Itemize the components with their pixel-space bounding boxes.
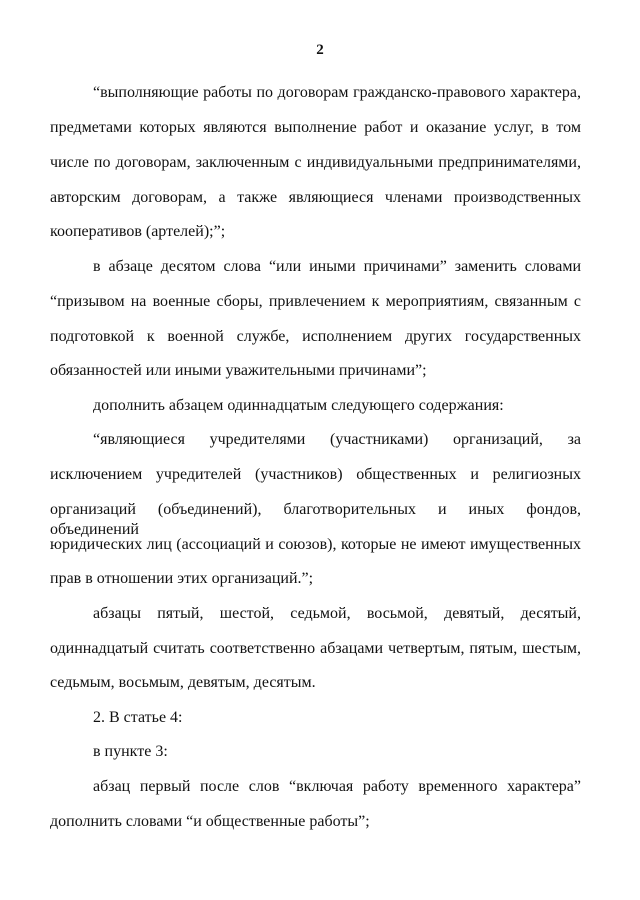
- text-line: 2. В статье 4:: [93, 709, 183, 726]
- page-number: 2: [316, 42, 324, 58]
- text-line: предметами которых являются выполнение работ и оказание услуг, в том: [50, 119, 581, 136]
- text-line: “являющиеся учредителями (участниками) организаций, за: [93, 431, 581, 448]
- text-line: авторским договорам, а также являющиеся членами производственных: [50, 189, 581, 206]
- text-line: исключением учредителей (участников) общественных и религиозных: [50, 466, 581, 483]
- text-line: “призывом на военные сборы, привлечением к мероприятиям, связанным с: [50, 293, 581, 310]
- text-line: одиннадцатый считать соответственно абзацами четвертым, пятым, шестым,: [50, 640, 581, 657]
- text-line: обязанностей или иными уважительными причинами”;: [50, 362, 427, 379]
- text-line: числе по договорам, заключенным с индивидуальными предпринимателями,: [50, 154, 581, 171]
- text-line: дополнить словами “и общественные работы”;: [50, 813, 370, 830]
- text-line: дополнить абзацем одиннадцатым следующего содержания:: [93, 397, 504, 414]
- text-line: в пункте 3:: [93, 743, 168, 760]
- text-line: прав в отношении этих организаций.”;: [50, 570, 314, 587]
- text-line: в абзаце десятом слова “или иными причинами” заменить словами: [93, 258, 581, 275]
- text-line: седьмым, восьмым, девятым, десятым.: [50, 674, 316, 691]
- text-line: “выполняющие работы по договорам гражданско-правового характера,: [93, 84, 581, 101]
- text-line: абзац первый после слов “включая работу временного характера”: [93, 778, 581, 795]
- text-line: подготовкой к военной службе, исполнением других государственных: [50, 328, 581, 345]
- text-line: абзацы пятый, шестой, седьмой, восьмой, девятый, десятый,: [93, 605, 581, 622]
- text-line: кооперативов (артелей);”;: [50, 223, 226, 240]
- text-line: юридических лиц (ассоциаций и союзов), которые не имеют имущественных: [50, 536, 581, 553]
- text-line: организаций (объединений), благотворительных и иных фондов, объединений: [50, 501, 581, 538]
